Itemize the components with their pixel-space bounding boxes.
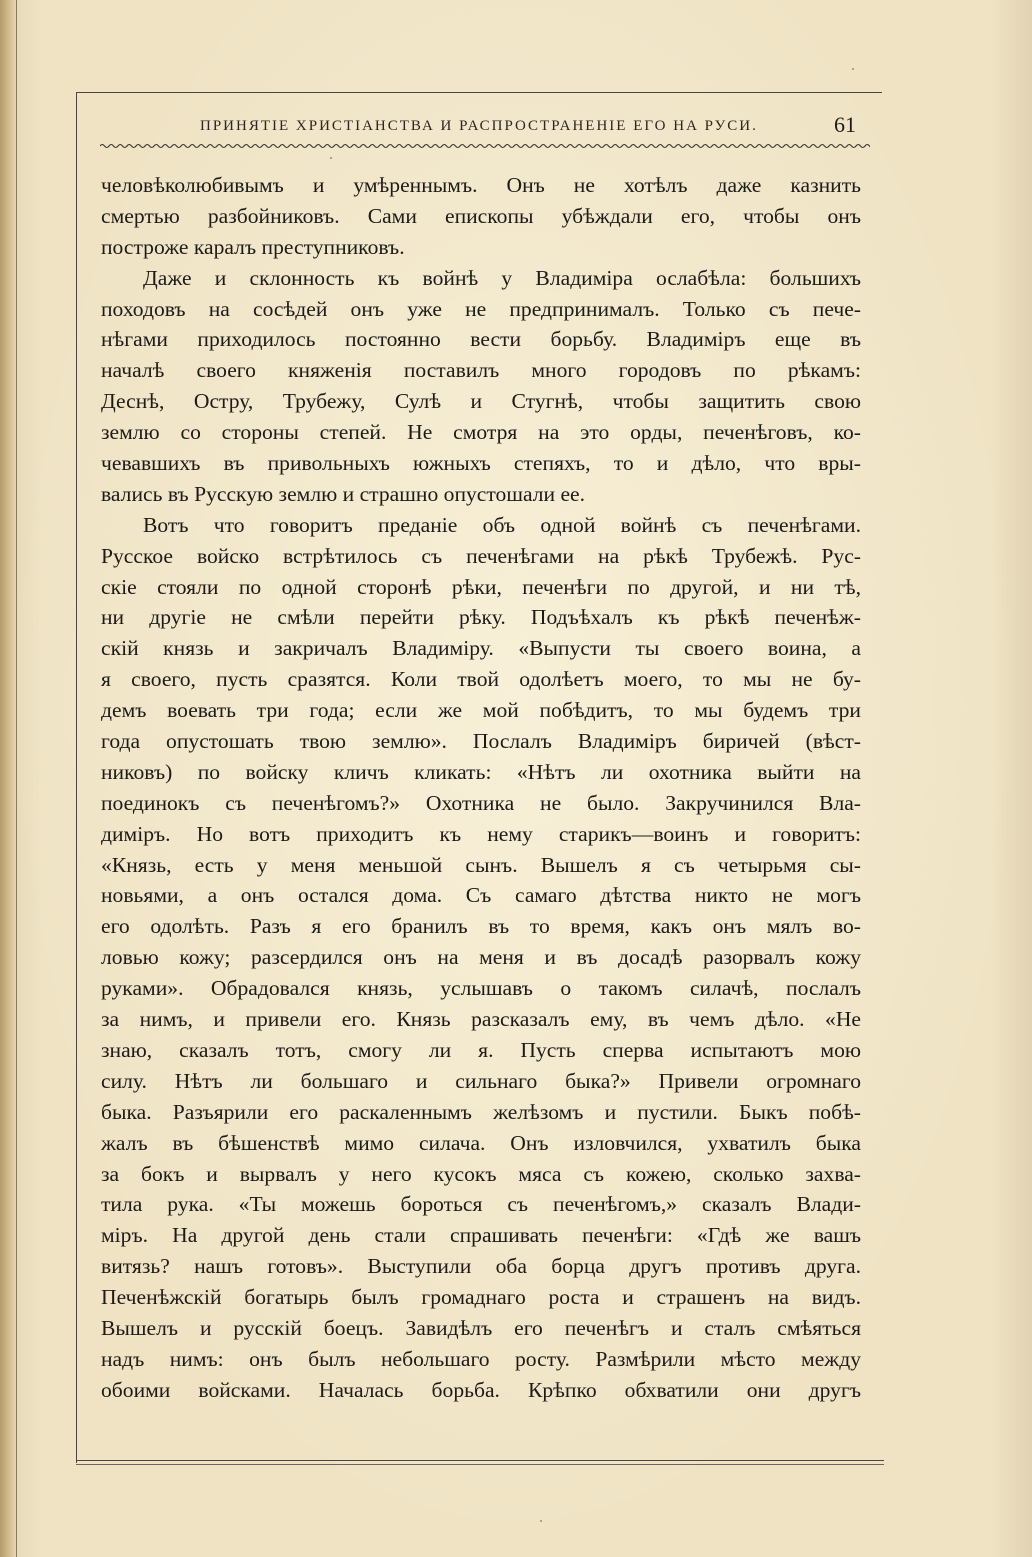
text-line: года опустошать твою землю». Послалъ Владиміръ биричей (вѣст- — [101, 729, 861, 754]
text-line: началѣ своего княженія поставилъ много городовъ по рѣкамъ: — [101, 358, 861, 383]
text-line: Печенѣжскій богатырь былъ громаднаго роста и страшенъ на видъ. — [101, 1285, 861, 1310]
text-line: Русское войско встрѣтилось съ печенѣгами на рѣкѣ Трубежѣ. Рус- — [101, 543, 861, 568]
text-line: демъ воевать три года; если же мой побѣдитъ, то мы будемъ три — [101, 698, 861, 723]
text-line: за бокъ и вырвалъ у него кусокъ мяса съ кожею, сколько захва- — [101, 1161, 861, 1186]
text-line: обоими войсками. Началась борьба. Крѣпко обхватили они другъ — [101, 1377, 861, 1402]
text-line: Даже и склонность къ войнѣ у Владиміра ослабѣла: большихъ — [143, 265, 861, 290]
text-line: ни другіе не смѣли перейти рѣку. Подъѣхалъ къ рѣкѣ печенѣж- — [101, 605, 861, 630]
text-line: человѣколюбивымъ и умѣреннымъ. Онъ не хотѣлъ даже казнить — [101, 173, 861, 197]
frame-bottom-rule-thin — [76, 1464, 884, 1465]
text-line: быка. Разъярили его раскаленнымъ желѣзомъ и пустили. Быкъ побѣ- — [101, 1099, 861, 1124]
text-line: Деснѣ, Остру, Трубежу, Сулѣ и Стугнѣ, чтобы защитить свою — [101, 389, 861, 414]
text-line: за нимъ, и привели его. Князь разсказалъ ему, въ чемъ дѣло. «Не — [101, 1007, 861, 1032]
paper-speck — [540, 1520, 542, 1522]
text-line: новьями, а онъ остался дома. Съ самаго дѣтства никто не могъ — [101, 883, 861, 908]
text-line: скіе стояли по одной сторонѣ рѣки, печенѣги по другой, и ни тѣ, — [101, 574, 861, 599]
text-line: жалъ въ бѣшенствѣ мимо силача. Онъ изловчился, ухватилъ быка — [101, 1130, 861, 1155]
frame-bottom-rule — [76, 1460, 884, 1461]
text-line: нѣгами приходилось постоянно вести борьбу. Владиміръ еще въ — [101, 327, 861, 352]
text-line: диміръ. Но вотъ приходитъ къ нему старикъ—воинъ и говоритъ: — [101, 821, 861, 846]
paper-speck — [852, 68, 854, 70]
text-line: вались въ Русскую землю и страшно опустошали ее. — [101, 481, 586, 506]
text-line: «Князь, есть у меня меньшой сынъ. Вышелъ я съ четырьмя сы- — [101, 852, 861, 877]
text-line: скій князь и закричалъ Владиміру. «Выпусти ты своего воина, а — [101, 636, 861, 661]
text-line: силу. Нѣтъ ли большаго и сильнаго быка?» Привели огромнаго — [101, 1068, 861, 1093]
paragraph-3 — [101, 510, 861, 1406]
text-line: построже каралъ преступниковъ. — [101, 234, 405, 259]
running-title: ПРИНЯТІЕ ХРИСТІАНСТВА И РАСПРОСТРАНЕНІЕ ЕГО НА РУСИ. — [200, 118, 758, 134]
text-line: его одолѣть. Разъ я его бранилъ въ то время, какъ онъ мялъ во- — [101, 914, 861, 939]
text-line: витязь? нашъ готовъ». Выступили оба борца другъ противъ друга. — [101, 1254, 861, 1279]
text-line: поединокъ съ печенѣгомъ?» Охотника не было. Закручинился Вла- — [101, 790, 861, 815]
text-line: смертью разбойниковъ. Сами епископы убѣждали его, чтобы онъ — [101, 203, 861, 228]
text-line: никовъ) по войску кличъ кликать: «Нѣтъ ли охотника выйти на — [101, 759, 861, 784]
ornamental-wavy-rule — [100, 141, 870, 151]
text-line: ловью кожу; разсердился онъ на меня и въ досадѣ разорвалъ кожу — [101, 945, 861, 970]
text-line: Вышелъ и русскій боецъ. Завидѣлъ его печенѣгъ и сталъ смѣяться — [101, 1315, 861, 1340]
text-line: чевавшихъ въ привольныхъ южныхъ степяхъ, то и дѣло, что вры- — [101, 451, 861, 476]
paragraph-1 — [101, 170, 861, 263]
text-line: тила рука. «Ты можешь бороться съ печенѣгомъ,» сказалъ Влади- — [101, 1192, 861, 1217]
text-line: руками». Обрадовался князь, услышавъ о такомъ силачѣ, послалъ — [101, 976, 861, 1001]
text-line: Вотъ что говоритъ преданіе объ одной войнѣ съ печенѣгами. — [143, 512, 861, 537]
body-text — [101, 170, 861, 1406]
text-line: я своего, пусть сразятся. Коли твой одолѣетъ моего, то мы не бу- — [101, 667, 861, 692]
text-line: міръ. На другой день стали спрашивать печенѣги: «Гдѣ же вашъ — [101, 1223, 861, 1248]
text-line: землю со стороны степей. Не смотря на это орды, печенѣговъ, ко- — [101, 420, 861, 445]
running-head — [100, 114, 864, 140]
book-spine-edge — [0, 0, 17, 1557]
text-line: походовъ на сосѣдей онъ уже не предпринималъ. Только съ пече- — [101, 296, 861, 321]
text-line: надъ нимъ: онъ былъ небольшаго росту. Размѣрили мѣсто между — [101, 1346, 861, 1371]
paragraph-2 — [101, 263, 861, 510]
text-line: знаю, сказалъ тотъ, смогу ли я. Пусть сперва испытаютъ мою — [101, 1037, 861, 1062]
page-number: 61 — [834, 112, 856, 137]
paper-speck — [330, 157, 332, 159]
